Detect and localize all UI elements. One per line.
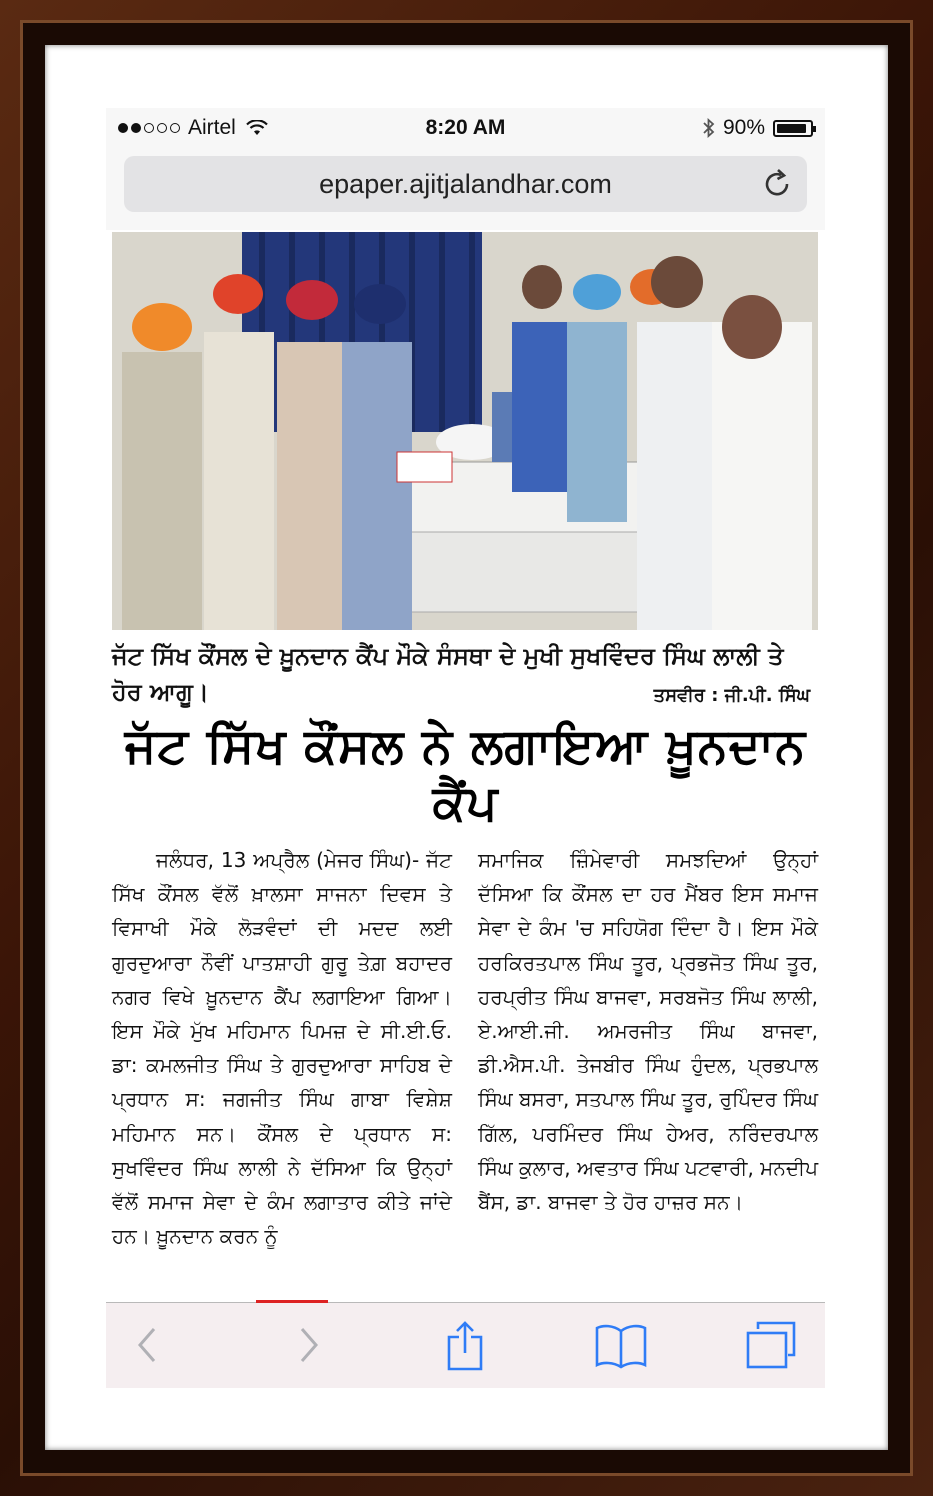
photo-caption [112, 638, 818, 710]
address-bar[interactable] [124, 156, 807, 212]
book-icon [597, 1326, 645, 1367]
battery-cap [813, 126, 816, 132]
article-column-2: ਸਮਾਜਿਕ ਜ਼ਿੰਮੇਵਾਰੀ ਸਮਝਦਿਆਂ ਉਨ੍ਹਾਂ ਦੱਸਿਆ ਕਿ ਕੌਂਸਲ ਦਾ ਹਰ ਮੈਂਬਰ ਇਸ ਸਮਾਜ ਸੇਵਾ ਦੇ ਕੰਮ 'ਚ ਸਹਿਯੋਗ ਦਿੰਦਾ ਹੈ। ਇਸ ਮੌਕੇ ਹਰਕਿਰਤਪਾਲ ਸਿੰਘ ਤੂਰ, ਪ੍ਰਭਜੋਤ ਸਿੰਘ ਤੂਰ, ਹਰਪ੍ਰੀਤ ਸਿੰਘ ਬਾਜਵਾ, ਸਰਬਜੋਤ ਸਿੰਘ ਲਾਲੀ, ਏ.ਆਈ.ਜੀ. ਅਮਰਜੀਤ ਸਿੰਘ ਬਾਜਵਾ, ਡੀ.ਐਸ.ਪੀ. ਤੇਜਬੀਰ ਸਿੰਘ ਹੁੰਦਲ, ਪ੍ਰਭਪਾਲ ਸਿੰਘ ਬਸਰਾ, ਸਤਪਾਲ ਸਿੰਘ ਤੂਰ, ਰੁਪਿੰਦਰ ਸਿੰਘ ਗਿੱਲ, ਪਰਮਿੰਦਰ ਸਿੰਘ ਹੇਅਰ, ਨਰਿੰਦਰਪਾਲ ਸਿੰਘ ਕੁਲਾਰ, ਅਵਤਾਰ ਸਿੰਘ ਪਟਵਾਰੀ, ਮਨਦੀਪ ਬੈਂਸ, ਡਾ. ਬਾਜਵਾ ਤੇ ਹੋਰ ਹਾਜ਼ਰ ਸਨ। [478, 848, 818, 1215]
news-photo [112, 232, 818, 630]
back-button[interactable] [120, 1319, 176, 1371]
article-column-1: ਜਲੰਧਰ, 13 ਅਪ੍ਰੈਲ (ਮੇਜਰ ਸਿੰਘ)- ਜੱਟ ਸਿੱਖ ਕੌਂਸਲ ਵੱਲੋਂ ਖ਼ਾਲਸਾ ਸਾਜਨਾ ਦਿਵਸ ਤੇ ਵਿਸਾਖੀ ਮੌਕੇ ਲੋੜਵੰਦਾਂ ਦੀ ਮਦਦ ਲਈ ਗੁਰਦੁਆਰਾ ਨੌਵੀਂ ਪਾਤਸ਼ਾਹੀ ਗੁਰੂ ਤੇਗ਼ ਬਹਾਦਰ ਨਗਰ ਵਿਖੇ ਖ਼ੂਨਦਾਨ ਕੈਂਪ ਲਗਾਇਆ ਗਿਆ। ਇਸ ਮੌਕੇ ਮੁੱਖ ਮਹਿਮਾਨ ਪਿਮਜ਼ ਦੇ ਸੀ.ਈ.ਓ. ਡਾ: ਕਮਲਜੀਤ ਸਿੰਘ ਤੇ ਗੁਰਦੁਆਰਾ ਸਾਹਿਬ ਦੇ ਪ੍ਰਧਾਨ ਸ: ਜਗਜੀਤ ਸਿੰਘ ਗਾਬਾ ਵਿਸ਼ੇਸ਼ ਮਹਿਮਾਨ ਸਨ। ਕੌਂਸਲ ਦੇ ਪ੍ਰਧਾਨ ਸ: ਸੁਖਵਿੰਦਰ ਸਿੰਘ ਲਾਲੀ ਨੇ ਦੱਸਿਆ ਕਿ ਉਨ੍ਹਾਂ ਵੱਲੋਂ ਸਮਾਜ ਸੇਵਾ ਦੇ ਕੰਮ ਲਗਾਤਾਰ ਕੀਤੇ ਜਾਂਦੇ ਹਨ। ਖ਼ੂਨਦਾਨ ਕਰਨ ਨੂੰ [112, 848, 452, 1249]
bookmarks-button[interactable] [593, 1319, 649, 1371]
clock: 8:20 AM [425, 116, 506, 139]
article-headline: ਜੱਟ ਸਿੱਖ ਕੌਂਸਲ ਨੇ ਲਗਾਇਆ ਖ਼ੂਨਦਾਨ ਕੈਂਪ [124, 718, 807, 831]
photo-credit: ਤਸਵੀਰ : ਜੀ.ਪੀ. ਸਿੰਘ [653, 685, 810, 706]
tabs-icon [748, 1323, 794, 1367]
carrier-name: Airtel [188, 116, 236, 139]
page-progress-mark [256, 1300, 328, 1303]
status-right [703, 116, 813, 140]
tabs-button[interactable] [742, 1319, 798, 1371]
share-icon [449, 1323, 481, 1369]
battery-level [777, 124, 806, 133]
caption-text: ਜੱਟ ਸਿੱਖ ਕੌਂਸਲ ਦੇ ਖ਼ੂਨਦਾਨ ਕੈਂਪ ਮੌਕੇ ਸੰਸਥਾ ਦੇ ਮੁਖੀ ਸੁਖਵਿੰਦਰ ਸਿੰਘ ਲਾਲੀ ਤੇ ਹੋਰ ਆਗੂ। [112, 642, 784, 706]
browser-toolbar [106, 1302, 825, 1388]
status-bar [106, 108, 825, 148]
battery-icon [773, 120, 813, 137]
address-bar-area [106, 148, 825, 230]
phone-screen [106, 108, 825, 1388]
bluetooth-icon [703, 118, 715, 138]
url-text[interactable]: epaper.ajitjalandhar.com [319, 168, 612, 199]
forward-button[interactable] [280, 1319, 336, 1371]
reload-icon[interactable] [761, 168, 793, 200]
share-button[interactable] [437, 1319, 493, 1371]
chevron-right-icon [302, 1329, 316, 1361]
chevron-left-icon [140, 1329, 154, 1361]
battery-percent: 90% [722, 116, 765, 139]
